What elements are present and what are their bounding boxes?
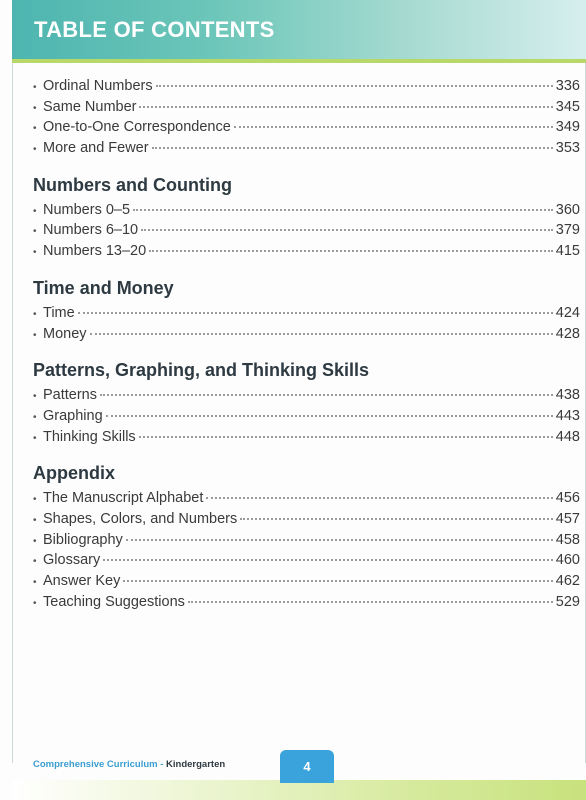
- toc-entry-label: Thinking Skills: [43, 428, 136, 445]
- header-band: [12, 0, 586, 63]
- toc-entry: [33, 202, 580, 223]
- toc-entry: [33, 429, 580, 450]
- toc-entry-page: 462: [555, 573, 580, 589]
- bullet-icon: •: [33, 329, 37, 341]
- toc-entry: [33, 532, 580, 553]
- toc-entry-label: Ordinal Numbers: [43, 78, 153, 94]
- footer-band: [12, 780, 586, 800]
- dot-leader: [100, 394, 553, 396]
- toc-content: [33, 78, 580, 614]
- toc-entry: [33, 222, 580, 243]
- bullet-icon: •: [33, 82, 37, 93]
- toc-entry: [33, 119, 580, 140]
- page-number: 4: [303, 759, 311, 774]
- bullet-icon: •: [33, 577, 37, 588]
- dot-leader: [206, 497, 552, 499]
- dot-leader: [149, 250, 553, 252]
- toc-entry-label: One-to-One Correspondence: [43, 119, 231, 136]
- bullet-icon: •: [33, 494, 37, 506]
- toc-entry-label: Graphing: [43, 407, 103, 424]
- toc-entry-page: 336: [555, 78, 580, 94]
- dot-leader: [139, 106, 552, 108]
- left-border: [12, 63, 13, 763]
- bullet-icon: •: [33, 597, 37, 609]
- toc-entry-page: 458: [555, 531, 580, 548]
- toc-entry-page: 360: [555, 201, 580, 218]
- toc-entry-page: 460: [555, 552, 580, 569]
- footer-caption: [33, 759, 225, 770]
- dot-leader: [106, 415, 553, 417]
- bullet-icon: •: [33, 123, 37, 135]
- toc-entry-page: 438: [555, 387, 580, 404]
- toc-entry-page: 456: [555, 490, 580, 507]
- toc-entry-label: Bibliography: [43, 531, 123, 548]
- bullet-icon: •: [33, 514, 37, 526]
- toc-entry-page: 443: [555, 407, 580, 424]
- toc-entry: [33, 511, 580, 532]
- toc-sections: [33, 175, 580, 615]
- dot-leader: [126, 539, 553, 541]
- bullet-icon: •: [33, 144, 37, 156]
- toc-entry: [33, 573, 580, 594]
- toc-entry-label: Numbers 6–10: [43, 222, 139, 239]
- dot-leader: [141, 229, 553, 231]
- toc-entry-page: 428: [555, 325, 580, 342]
- section-heading: Numbers and Counting: [33, 174, 232, 195]
- intro-entry-list: [33, 78, 580, 161]
- toc-section: [33, 278, 580, 346]
- toc-entry-label: Time: [43, 304, 75, 321]
- section-heading: Time and Money: [33, 277, 174, 298]
- toc-entry-label: Money: [43, 325, 87, 342]
- dot-leader: [240, 518, 553, 520]
- toc-entry-label: Shapes, Colors, and Numbers: [43, 510, 238, 527]
- bullet-icon: •: [33, 432, 37, 444]
- toc-entry-label: Patterns: [43, 387, 97, 404]
- bullet-icon: •: [33, 391, 37, 403]
- bullet-icon: •: [33, 247, 37, 259]
- page-number-tab: [280, 750, 334, 783]
- toc-entry-page: 529: [555, 593, 580, 610]
- bullet-icon: •: [33, 308, 37, 320]
- toc-entry: [33, 305, 580, 326]
- dot-leader: [188, 601, 553, 603]
- bullet-icon: •: [33, 102, 37, 114]
- dot-leader: [133, 209, 553, 211]
- toc-entry: [33, 326, 580, 347]
- toc-entry: [33, 594, 580, 615]
- page-title: TABLE OF CONTENTS: [34, 17, 275, 42]
- toc-entry: [33, 140, 580, 161]
- toc-entry: [33, 408, 580, 429]
- bullet-icon: •: [33, 226, 37, 238]
- footer-separator: -: [157, 759, 167, 770]
- toc-entry-label: Numbers 13–20: [43, 243, 147, 260]
- toc-entry-label: More and Fewer: [43, 140, 149, 157]
- toc-entry-page: 424: [555, 304, 580, 321]
- dot-leader: [90, 333, 553, 335]
- dot-leader: [139, 436, 553, 438]
- toc-entry-label: Answer Key: [43, 573, 121, 589]
- toc-entry-page: 457: [555, 510, 580, 527]
- toc-entry-label: Numbers 0–5: [43, 201, 131, 218]
- toc-entry-page: 349: [555, 119, 580, 136]
- dot-leader: [103, 559, 553, 561]
- toc-entry-label: The Manuscript Alphabet: [43, 490, 204, 507]
- toc-entry: [33, 387, 580, 408]
- toc-entry-label: Glossary: [43, 552, 101, 569]
- bullet-icon: •: [33, 411, 37, 423]
- dot-leader: [78, 312, 553, 314]
- footer-grade: Kindergarten: [166, 759, 226, 770]
- toc-entry-label: Same Number: [43, 98, 137, 115]
- bullet-icon: •: [33, 556, 37, 568]
- toc-entry-page: 345: [555, 98, 580, 115]
- toc-entry: [33, 78, 580, 99]
- toc-entry-page: 379: [555, 222, 580, 239]
- dot-leader: [123, 580, 552, 582]
- bullet-icon: •: [33, 205, 37, 217]
- page-footer: [0, 759, 586, 800]
- toc-section: [33, 175, 580, 264]
- dot-leader: [156, 85, 553, 87]
- toc-entry-page: 353: [555, 140, 580, 157]
- section-heading: Patterns, Graphing, and Thinking Skills: [33, 360, 370, 381]
- section-heading: Appendix: [33, 463, 116, 484]
- toc-section: [33, 463, 580, 614]
- toc-entry: [33, 552, 580, 573]
- toc-entry-page: 415: [555, 243, 580, 260]
- footer-series: Comprehensive Curriculum: [33, 759, 158, 770]
- bullet-icon: •: [33, 535, 37, 547]
- toc-entry: [33, 243, 580, 264]
- toc-entry-page: 448: [555, 428, 580, 445]
- toc-entry: [33, 99, 580, 120]
- dot-leader: [152, 147, 553, 149]
- toc-entry-label: Teaching Suggestions: [43, 593, 185, 610]
- dot-leader: [234, 126, 553, 128]
- toc-entry: [33, 490, 580, 511]
- toc-section: [33, 360, 580, 449]
